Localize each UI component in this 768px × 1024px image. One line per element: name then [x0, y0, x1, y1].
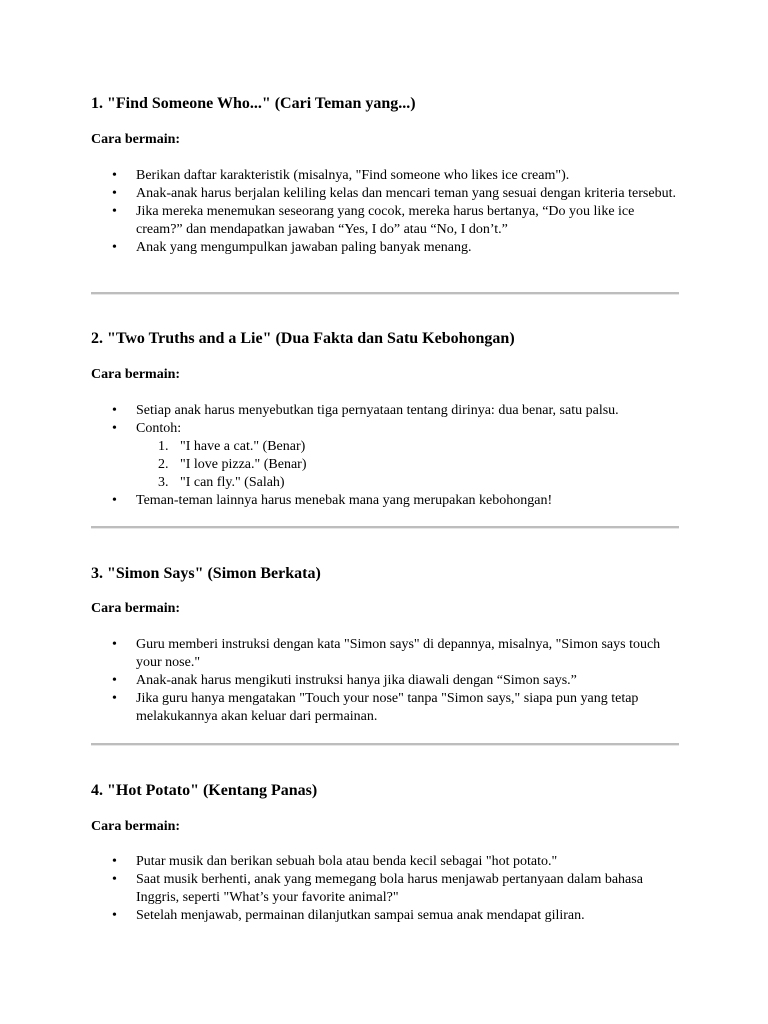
horizontal-divider: [91, 526, 679, 529]
bullet-list: [91, 402, 679, 510]
example-list: [136, 438, 679, 492]
section-subtitle: Cara bermain:: [91, 601, 181, 616]
section-title: 1. "Find Someone Who..." (Cari Teman yang...): [91, 95, 416, 112]
example-item: [136, 456, 679, 474]
example-text: "I have a cat." (Benar): [180, 439, 306, 454]
list-item: • Guru memberi instruksi dengan kata "Simon says" di depannya, misalnya, "Simon says touch your nose.": [91, 636, 679, 672]
list-item: • Jika guru hanya mengatakan "Touch your nose" tanpa "Simon says," siapa pun yang tetap melakukannya akan keluar dari permainan.: [91, 690, 679, 726]
list-item: • Teman-teman lainnya harus menebak mana yang merupakan kebohongan!: [91, 492, 679, 510]
list-item: • Setelah menjawab, permainan dilanjutkan sampai semua anak mendapat giliran.: [91, 907, 679, 925]
example-number: 2.: [158, 457, 169, 472]
section-title: 2. "Two Truths and a Lie" (Dua Fakta dan Satu Kebohongan): [91, 330, 515, 347]
list-item: • Setiap anak harus menyebutkan tiga pernyataan tentang dirinya: dua benar, satu palsu.: [91, 402, 679, 420]
list-item: • Saat musik berhenti, anak yang memegang bola harus menjawab pertanyaan dalam bahasa Inggris, seperti "What’s your favorite animal?": [91, 871, 679, 907]
section-two-truths-and-a-lie: [91, 329, 679, 508]
horizontal-divider: [91, 743, 679, 746]
list-item: • Putar musik dan berikan sebuah bola atau benda kecil sebagai "hot potato.": [91, 853, 679, 871]
list-item: • Anak-anak harus berjalan keliling kelas dan mencari teman yang sesuai dengan kriteria tersebut.: [91, 185, 679, 203]
horizontal-divider: [91, 292, 679, 295]
section-hot-potato: [91, 781, 679, 923]
example-item: [136, 438, 679, 456]
list-item: [91, 420, 679, 492]
bullet-list: [91, 167, 679, 257]
list-item-label: Contoh:: [136, 421, 182, 436]
example-item: [136, 474, 679, 492]
section-subtitle: Cara bermain:: [91, 367, 181, 382]
list-item: • Anak yang mengumpulkan jawaban paling banyak menang.: [91, 239, 679, 257]
example-number: 3.: [158, 475, 169, 490]
list-item: • Jika mereka menemukan seseorang yang cocok, mereka harus bertanya, “Do you like ice cream?” dan mendapatkan jawaban “Yes, I do” atau “No, I don’t.”: [91, 203, 679, 239]
example-text: "I can fly." (Salah): [180, 475, 285, 490]
section-simon-says: [91, 564, 679, 724]
section-subtitle: Cara bermain:: [91, 132, 181, 147]
section-subtitle: Cara bermain:: [91, 819, 181, 834]
section-find-someone-who: [91, 94, 679, 255]
example-number: 1.: [158, 439, 169, 454]
section-title: 4. "Hot Potato" (Kentang Panas): [91, 782, 318, 799]
bullet-list: [91, 636, 679, 726]
bullet-list: [91, 853, 679, 925]
list-item: • Berikan daftar karakteristik (misalnya, "Find someone who likes ice cream").: [91, 167, 679, 185]
list-item: • Anak-anak harus mengikuti instruksi hanya jika diawali dengan “Simon says.”: [91, 672, 679, 690]
example-text: "I love pizza." (Benar): [180, 457, 307, 472]
section-title: 3. "Simon Says" (Simon Berkata): [91, 565, 321, 582]
